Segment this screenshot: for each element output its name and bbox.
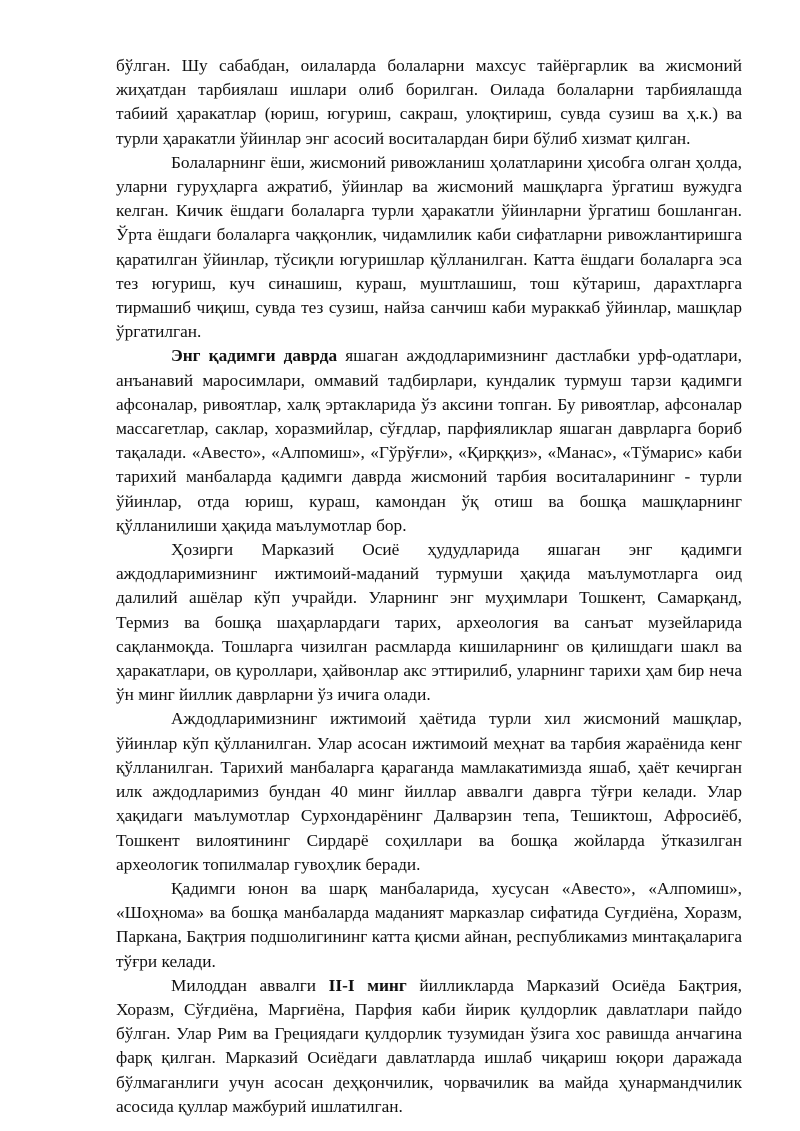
paragraph-text: Қадимги юнон ва шарқ манбаларида, хусусан «Авесто», «Алпомиш», «Шоҳнома» ва бошқа манбаларда маданият марказлар сифатида Суғдиёна, Хоразм, Паркана, Бақтрия подшолигининг катта қисми айнан, республикамиз минтақаларига тўғри келади. xyxy=(116,878,742,971)
paragraph-5 xyxy=(116,707,742,876)
paragraph-4 xyxy=(116,538,742,707)
paragraph-text: Болаларнинг ёши, жисмоний ривожланиш ҳолатларини ҳисобга олган ҳолда, уларни гуруҳларга ажратиб, ўйинлар ва жисмоний машқларга ўргатиш вужудга келган. Кичик ёшдаги болаларга турли ҳаракатли ўйинларни ўргатиш бошланган. Ўрта ёшдаги болаларга чаққонлик, чидамлилик каби сифатларни ривожлантиришга қаратилган ўйинлар, тўсиқли югуришлар қўлланилган. Катта ёшдаги болаларга эса тез югуриш, куч синашиш, кураш, муштлашиш, тош кўтариш, дарахтларга тирмашиб чиқиш, сувда тез сузиш, найза санчиш каби мураккаб ўйинлар, машқлар ўргатилган. xyxy=(116,152,742,342)
paragraph-text: йилликларда Марказий Осиёда Бақтрия, Хоразм, Сўғдиёна, Марғиёна, Парфия каби йирик қулдорлик давлатлари пайдо бўлган. Улар Рим ва Грециядаги қулдорлик тузумидан ўзига хос равишда анчагина фарқ қилган. Марказий Осиёдаги давлатларда ишлаб чиқариш юқори даражада бўлмаганлиги учун асосан деҳқончилик, чорвачилик ва майда ҳунармандчилик асосида қуллар мажбурий ишлатилган. xyxy=(116,975,742,1116)
paragraph-2 xyxy=(116,151,742,345)
paragraph-text: бўлган. Шу сабабдан, оилаларда болаларни махсус тайёргарлик ва жисмоний жиҳатдан тарбиялаш ишлари олиб борилган. Оилада болаларни тарбиялашда табиий ҳаракатлар (юриш, югуриш, сакраш, улоқтириш, сувда сузиш ва ҳ.к.) ва турли ҳаракатли ўйинлар энг асосий воситалардан бири бўлиб хизмат қилган. xyxy=(116,56,742,148)
paragraph-text: Ҳозирги Марказий Осиё ҳудудларида яшаган энг қадимги аждодларимизнинг ижтимоий-маданий турмуши ҳақида маълумотларга оид далилий ашёлар кўп учрайди. Уларнинг энг муҳимлари Тошкент, Самарқанд, Термиз ва бошқа шаҳарлардаги тарих, археология ва санъат музейларида сақланмоқда. Тошларга чизилган расмларда кишиларнинг ов қилишдаги шакл ва ҳаракатлари, ов қуроллари, ҳайвонлар акс эттирилиб, уларнинг тарихи ҳам бир неча ўн минг йиллик даврларни ўз ичига олади. xyxy=(116,540,742,705)
paragraph-6 xyxy=(116,877,742,974)
paragraph-text: Милоддан аввалги xyxy=(171,975,329,995)
paragraph-7 xyxy=(116,974,742,1119)
bold-phrase: II-I минг xyxy=(328,975,407,995)
paragraph-text: Аждодларимизнинг ижтимоий ҳаётида турли хил жисмоний машқлар, ўйинлар кўп қўлланилган. Улар асосан ижтимоий меҳнат ва тарбия жараёнида кенг қўлланилган. Тарихий манбаларга қараганда мамлакатимизда яшаб, ҳаёт кечирган илк аждодларимиз бундан 40 минг йиллар аввалги даврга тўғри келади. Улар ҳақидаги маълумотлар Сурхондарёнинг Далварзин тепа, Тешиктош, Афросиёб, Тошкент вилоятининг Сирдарё соҳиллари ва бошқа жойларда ўтказилган археологик топилмалар гувоҳлик беради. xyxy=(116,709,742,874)
bold-phrase: Энг қадимги даврда xyxy=(171,346,338,366)
paragraph-3 xyxy=(116,344,742,538)
paragraph-text: яшаган аждодларимизнинг дастлабки урф-одатлари, анъанавий маросимлари, оммавий тадбирлари, кундалик турмуш тарзи қадимги афсоналар, ривоятлар, халқ эртакларида ўз аксини топган. Бу ривоятлар, афсоналар массагетлар, саклар, хоразмийлар, сўғдлар, парфияликлар яшаган даврларга бориб тақалади. «Авесто», «Алпомиш», «Гўрўғли», «Қирққиз», «Манас», «Тўмарис» каби тарихий манбаларда қадимги даврда жисмоний тарбия воситаларининг - турли ўйинлар, отда юриш, кураш, камондан ўқ отиш ва бошқа машқларнинг қўлланилиши ҳақида маълумотлар бор. xyxy=(116,346,742,535)
document-page xyxy=(116,54,742,1119)
paragraph-1 xyxy=(116,54,742,151)
